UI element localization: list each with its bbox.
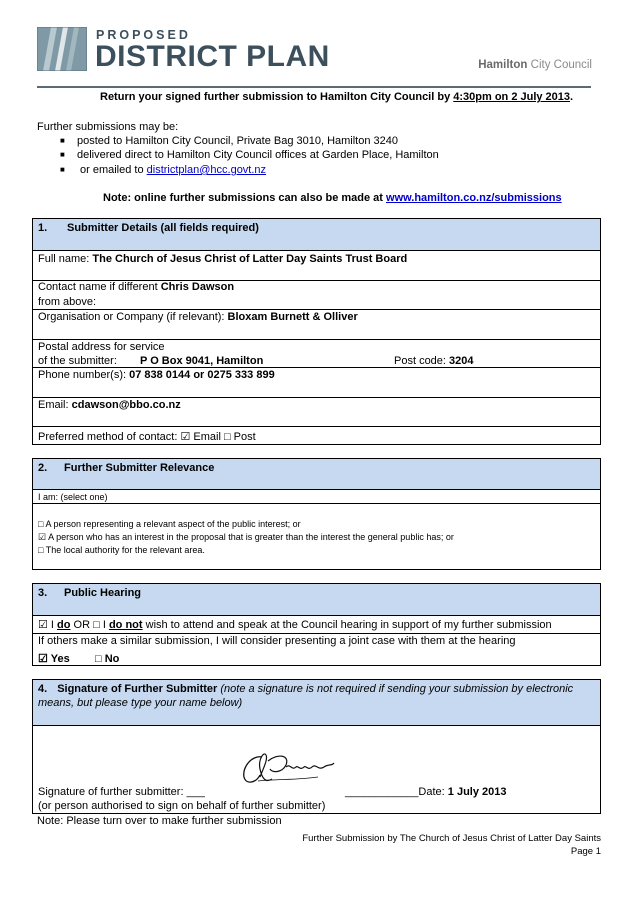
section2-number: 2. [38,462,48,474]
bullet-emailed: or emailed to districtplan@hcc.govt.nz [80,164,267,176]
council-name: Hamilton City Council [478,59,592,71]
postal-row: Postal address for service of the submitter: P O Box 9041, Hamilton Post code: 3204 [33,339,600,369]
select-one-row: I am: (select one) [33,489,600,503]
signature-label: Signature of further submitter: ___ [38,786,205,798]
joint-case-row: If others make a similar submission, I will consider presenting a joint case with them at the hearing ☑ Yes □ No [33,633,600,666]
email-row: Email: cdawson@bbo.co.nz [33,397,600,427]
bullet-icon: ■ [60,136,65,145]
section3-title: Public Hearing [64,587,142,599]
option-checkbox: ☑ [38,532,47,542]
signature-row: Signature of further submitter: ___ ____________Date: 1 July 2013 (or person authorised to sign on behalf of further submitter) [33,725,600,814]
footer-title: Further Submission by The Church of Jesus Christ of Latter Day Saints [302,833,601,844]
phone-row: Phone number(s): 07 838 0144 or 0275 333 899 [33,367,600,397]
organisation-value[interactable]: Bloxam Burnett & Olliver [227,311,358,323]
section4-title: Signature of Further Submitter [57,683,218,695]
email-value[interactable]: cdawson@bbo.co.nz [71,399,181,411]
section2-header [33,459,600,489]
relevance-option-local-authority[interactable]: □ The local authority for the relevant area. [38,545,205,555]
postcode-value[interactable]: 3204 [449,355,474,367]
section3-header [33,584,600,615]
no-option[interactable]: □ No [95,653,120,665]
section1-header [33,219,600,250]
bullet-icon: ■ [60,150,65,159]
bullet-posted: posted to Hamilton City Council, Private Bag 3010, Hamilton 3240 [77,135,399,147]
page-number: Page 1 [570,846,601,857]
relevance-options [33,503,600,570]
contact-name-value[interactable]: Chris Dawson [160,281,235,293]
bullet-icon: ■ [60,165,65,174]
preferred-contact-row: Preferred method of contact: ☑ Email □ Post [33,426,600,445]
date-value[interactable]: 1 July 2013 [447,786,507,798]
email-checkbox[interactable]: ☑ [180,431,191,443]
phone-value[interactable]: 07 838 0144 or 0275 333 899 [129,369,275,381]
header-proposed: PROPOSED [96,28,191,42]
contact-row: Contact name if different Chris Dawson from above: [33,280,600,310]
return-instruction: Return your signed further submission to Hamilton City Council by 4:30pm on 2 July 2013. [100,91,574,103]
section2-title: Further Submitter Relevance [64,462,215,474]
header-rule [37,86,591,88]
relevance-option-greater-interest[interactable]: ☑ A person who has an interest in the proposal that is greater than the interest the general public has; or [38,532,454,542]
section-further-submitter-relevance [32,458,601,570]
online-submissions-link[interactable]: www.hamilton.co.nz/submissions [386,192,562,204]
section1-title: Submitter Details (all fields required) [67,222,259,234]
yes-option[interactable]: ☑ Yes [38,653,70,665]
header-district-plan: DISTRICT PLAN [95,40,330,73]
footer [302,832,601,858]
postal-address-value[interactable]: P O Box 9041, Hamilton [140,355,264,367]
do-checkbox[interactable]: ☑ [38,619,48,631]
organisation-row: Organisation or Company (if relevant): Bloxam Burnett & Olliver [33,309,600,339]
district-plan-logo-icon [37,27,87,71]
post-checkbox[interactable]: □ [223,431,231,443]
section-submitter-details [32,218,601,445]
section-public-hearing [32,583,601,666]
no-checkbox: □ [95,653,102,665]
authorised-note: (or person authorised to sign on behalf of further submitter) [38,800,326,812]
email-link[interactable]: districtplan@hcc.govt.nz [146,164,267,176]
section3-number: 3. [38,587,48,599]
option-checkbox: □ [38,545,44,555]
full-name-value[interactable]: The Church of Jesus Christ of Latter Day Saints Trust Board [92,253,408,265]
section4-header: 4. Signature of Further Submitter (note a signature is not required if sending your submission by electronic means, but please type your name below) [33,680,600,725]
signature-image [238,749,338,787]
attend-row: ☑ I do OR □ I do not wish to attend and speak at the Council hearing in support of my further submission [33,615,600,634]
section1-number: 1. [38,222,48,234]
option-checkbox: □ [38,519,44,529]
may-be-label: Further submissions may be: [37,121,179,133]
date-line: ____________ [345,786,419,798]
do-not-checkbox[interactable]: □ [93,619,100,631]
section-signature [32,679,601,814]
online-note: Note: online further submissions can also be made at www.hamilton.co.nz/submissions [103,192,562,204]
relevance-option-public-interest[interactable]: □ A person representing a relevant aspect of the public interest; or [38,519,301,529]
yes-checkbox: ☑ [38,653,48,665]
bullet-delivered: delivered direct to Hamilton City Council offices at Garden Place, Hamilton [77,149,439,161]
full-name-row: Full name: The Church of Jesus Christ of Latter Day Saints Trust Board [33,250,600,280]
turn-over-note: Note: Please turn over to make further submission [37,815,282,827]
